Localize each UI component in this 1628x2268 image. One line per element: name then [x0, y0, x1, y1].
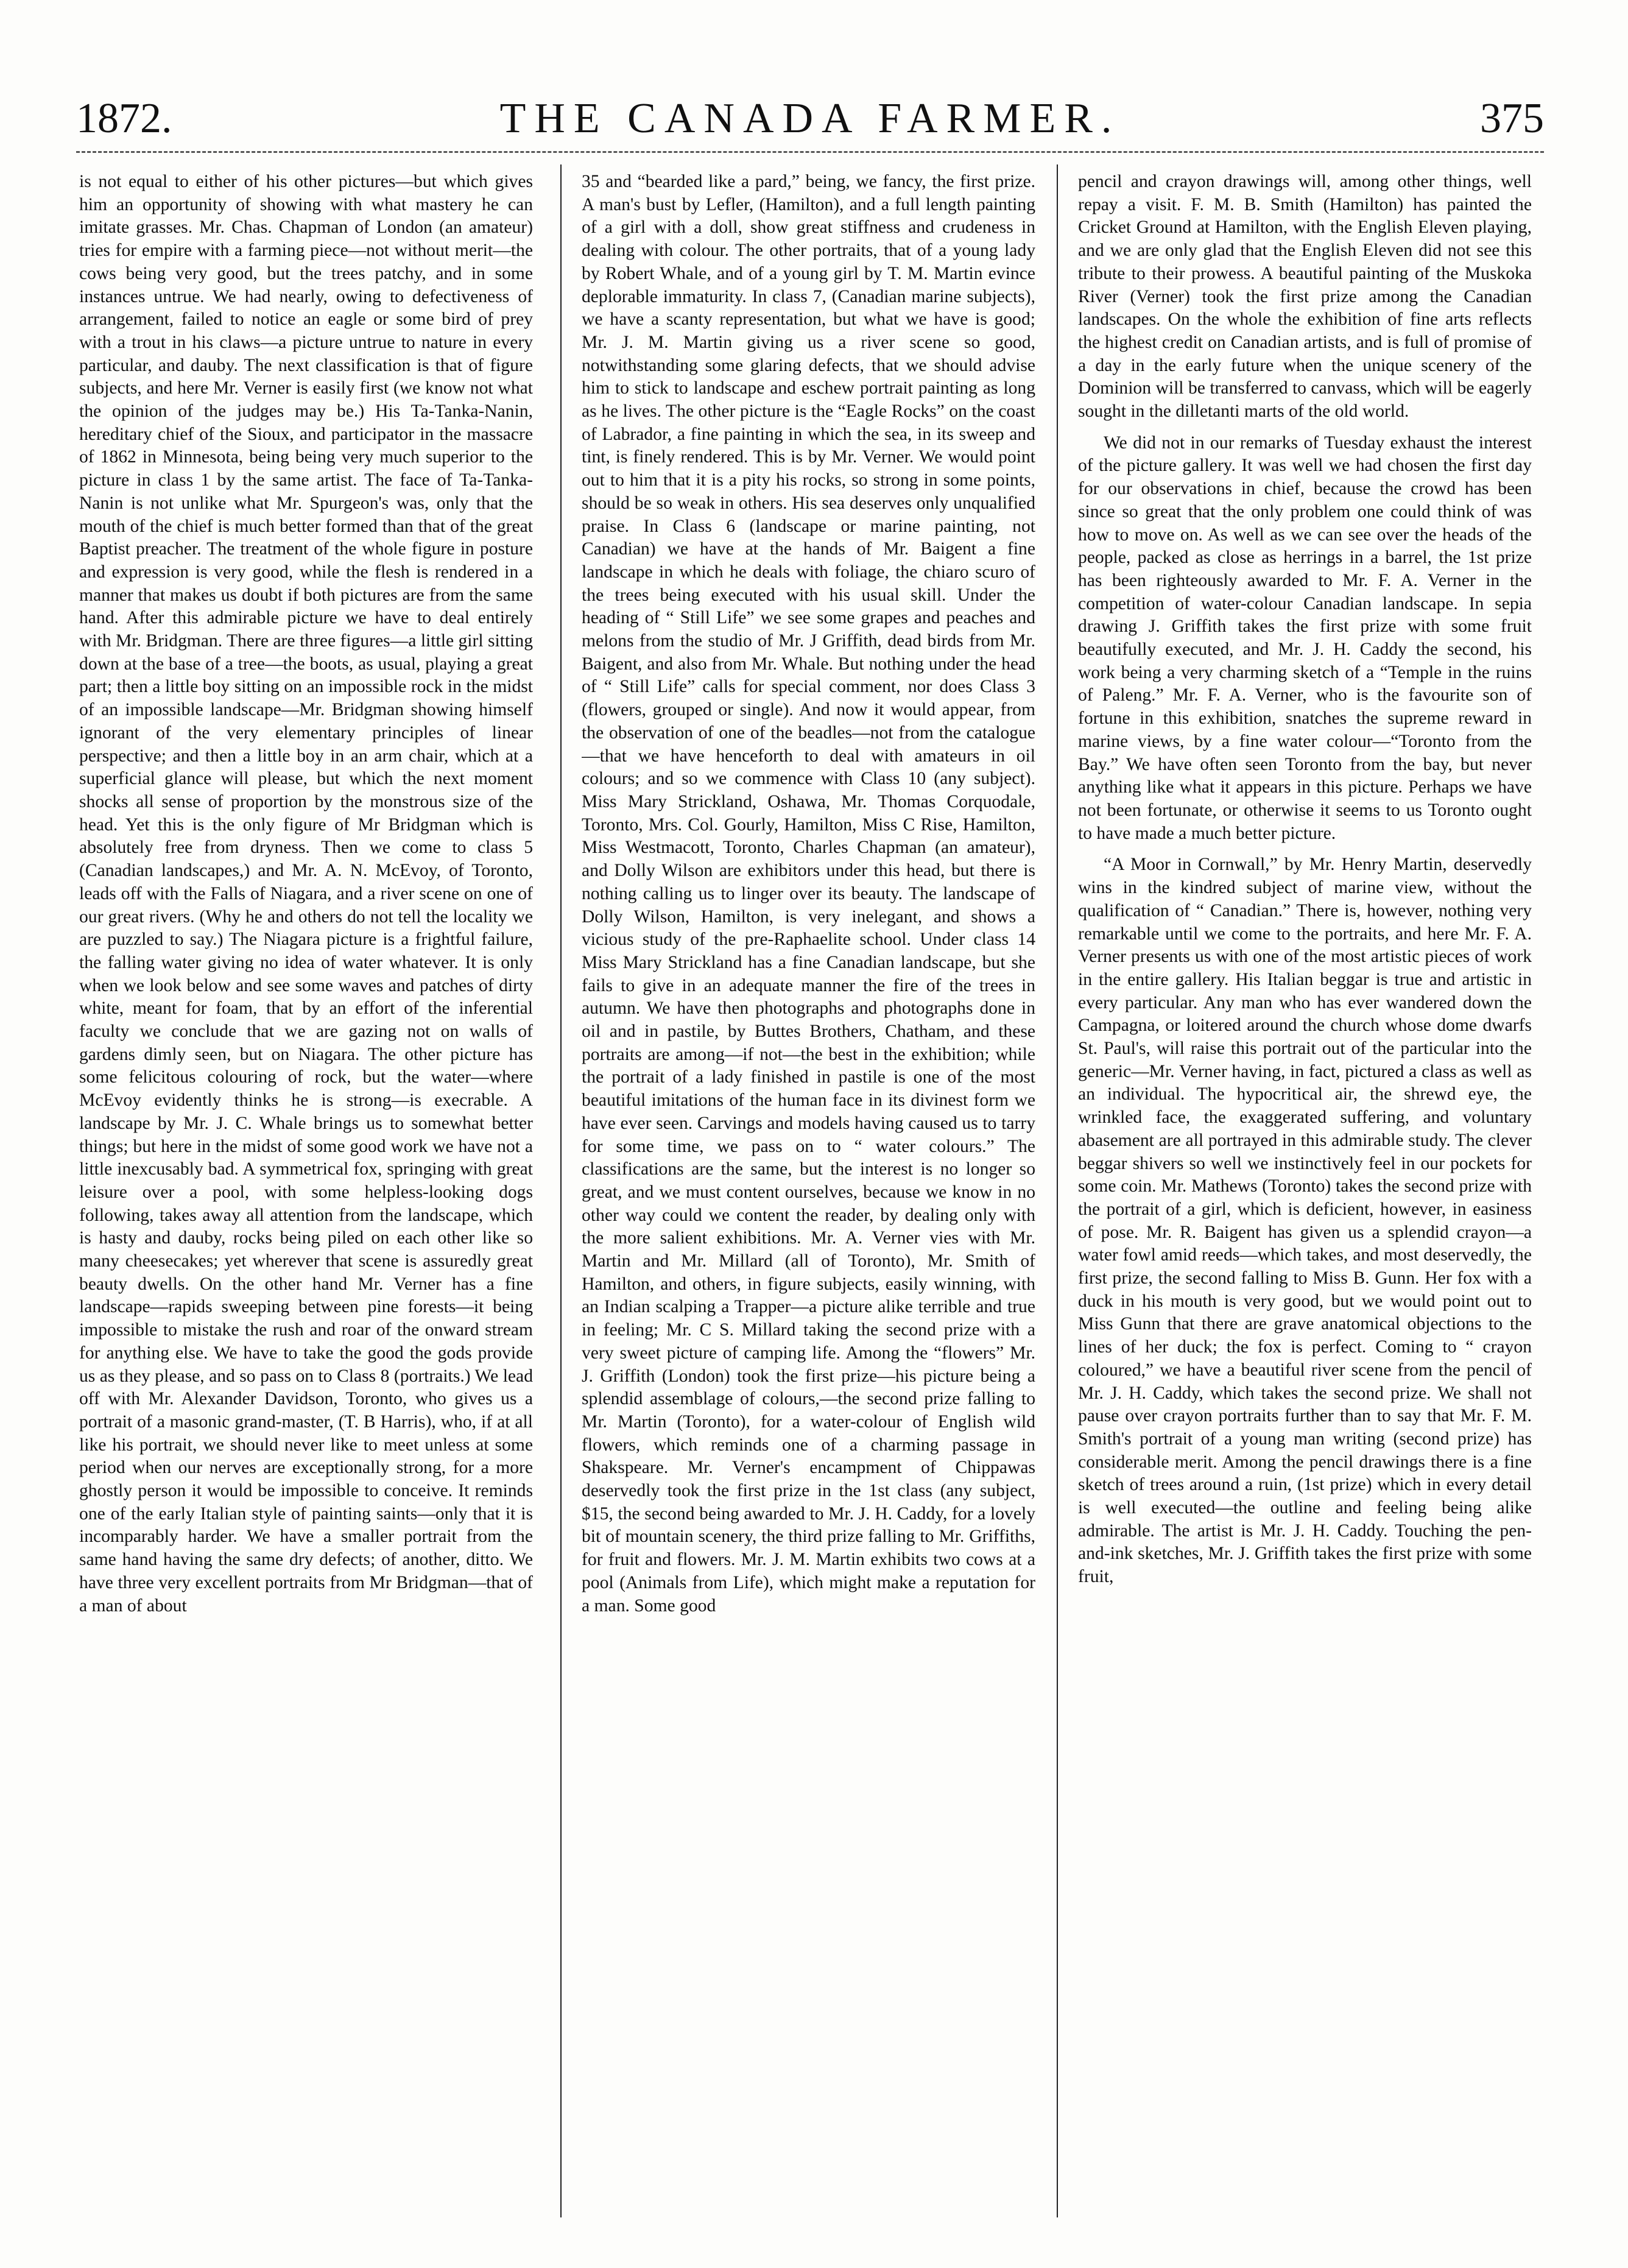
- column-3-paragraph-3: “A Moor in Cornwall,” by Mr. Henry Martin, deservedly wins in the kindred subject of marine view, without the qualification of “ Canadian.” There is, however, nothing very remarkable until we come to the portraits, and here Mr. F. A. Verner presents us with one of the most artistic pieces of work in the entire gallery. His Italian beggar is true and artistic in every particular. Any man who has ever wandered down the Campagna, or loitered around the church whose dome dwarfs St. Paul's, will raise this portrait out of the particular into the generic—Mr. Verner having, in fact, pictured a class as well as an individual. The hypocritical air, the shrewd eye, the wrinkled face, the exaggerated suffering, and voluntary abasement are all portrayed in this admirable study. The clever beggar shivers so well we instinctively feel in our pockets for some coin. Mr. Mathews (Toronto) takes the second prize with the portrait of a girl, which is deficient, however, in easiness of pose. Mr. R. Baigent has given us a splendid crayon—a water fowl amid reeds—which takes, and most deservedly, the first prize, the second falling to Miss B. Gunn. Her fox with a duck in his mouth is very good, but we would point out to Miss Gunn that there are grave anatomical objections to the lines of her duck; the fox is perfect. Coming to “ crayon coloured,” we have a beautiful river scene from the pencil of Mr. J. H. Caddy, which takes the second prize. We shall not pause over crayon portraits further than to say that Mr. F. M. Smith's portrait of a young man writing (second prize) has considerable merit. Among the pencil drawings there is a fine sketch of trees around a ruin, (1st prize) which in every detail is well executed—the outline and feeling being alike admirable. The artist is Mr. J. H. Caddy. Touching the pen-and-ink sketches, Mr. J. Griffith takes the first prize with some fruit,: [1078, 855, 1532, 1587]
- article-column-1: [79, 171, 533, 2217]
- article-column-3: [1078, 171, 1532, 2217]
- article-column-2: [582, 171, 1035, 2217]
- page-number: 375: [1480, 95, 1544, 142]
- column-divider-1: [560, 164, 562, 2217]
- column-3-paragraph-1: pencil and crayon drawings will, among other things, well repay a visit. F. M. B. Smith (Hamilton) has painted the Cricket Ground at Hamilton, with the English Eleven playing, and we are only glad that the English Eleven did not see this tribute to their prowess. A beautiful painting of the Muskoka River (Verner) took the first prize among the Canadian landscapes. On the whole the exhibition of fine arts reflects the highest credit on Canadian artists, and is full of promise of a day in the early future when the unique scenery of the Dominion will be transferred to canvass, which will be eagerly sought in the dilletanti marts of the old world.: [1078, 172, 1532, 422]
- column-divider-2: [1057, 164, 1058, 2217]
- header-year: 1872.: [76, 95, 172, 142]
- masthead-title: THE CANADA FARMER.: [499, 95, 1121, 142]
- column-2-paragraph-1: 35 and “bearded like a pard,” being, we fancy, the first prize. A man's bust by Lefler, (Hamilton), and a full length painting of a girl with a doll, show great stiffness and crudeness in dealing with colour. The other portraits, that of a young lady by Robert Whale, and of a young girl by T. M. Martin evince deplorable immaturity. In class 7, (Canadian marine subjects), we have a scanty representation, but what we have is good; Mr. J. M. Martin giving us a river scene so good, notwithstanding some glaring defects, that we should advise him to stick to landscape and eschew portrait painting as long as he lives. The other picture is the “Eagle Rocks” on the coast of Labrador, a fine painting in which the sea, in its sweep and tint, is finely rendered. This is by Mr. Verner. We would point out to him that it is a pity his rocks, so strong in some points, should be so weak in others. His sea deserves only unqualified praise. In Class 6 (landscape or marine painting, not Canadian) we have at the hands of Mr. Baigent a fine landscape in which he deals with foliage, the chiaro scuro of the trees being executed with his usual skill. Under the heading of “ Still Life” we see some grapes and peaches and melons from the studio of Mr. J Griffith, dead birds from Mr. Baigent, and also from Mr. Whale. But nothing under the head of “ Still Life” calls for special comment, nor does Class 3 (flowers, grouped or single). And now it would appear, from the observation of one of the beadles—not from the catalogue—that we have henceforth to deal with amateurs in oil colours; and so we commence with Class 10 (any subject). Miss Mary Strickland, Oshawa, Mr. Thomas Corquodale, Toronto, Mrs. Col. Gourly, Hamilton, Miss C Rise, Hamilton, Miss Westmacott, Toronto, Charles Chapman (an amateur), and Dolly Wilson are exhibitors under this head, but there is nothing calling us to linger over its beauty. The landscape of Dolly Wilson, Hamilton, is very inelegant, and shows a vicious study of the pre-Raphaelite school. Under class 14 Miss Mary Strickland has a fine Canadian landscape, but she fails to give in an adequate manner the fire of the trees in autumn. We have then photographs and photographs done in oil and in pastile, by Buttes Brothers, Chatham, and these portraits are among—if not—the best in the exhibition; while the portrait of a lady finished in pastile is one of the most beautiful imitations of the human face in its divinest form we have ever seen. Carvings and models having caused us to tarry for some time, we pass on to “ water colours.” The classifications are the same, but the interest is no longer so great, and we must content ourselves, because we know in no other way could we content the reader, by dealing only with the more salient exhibitions. Mr. A. Verner vies with Mr. Martin and Mr. Millard (all of Toronto), Mr. Smith of Hamilton, and others, in figure subjects, easily winning, with an Indian scalping a Trapper—a picture alike terrible and true in feeling; Mr. C S. Millard taking the second prize with a very sweet picture of camping life. Among the “flowers” Mr. J. Griffith (London) took the first prize—his picture being a splendid assemblage of colours,—the second prize falling to Mr. Martin (Toronto), for a water-colour of English wild flowers, which reminds one of a charming passage in Shakspeare. Mr. Verner's encampment of Chippawas deservedly took the first prize in the 1st class (any subject, $15, the second being awarded to Mr. J. H. Caddy, for a lovely bit of mountain scenery, the third prize falling to Mr. Griffiths, for fruit and flowers. Mr. J. M. Martin exhibits two cows at a pool (Animals from Life), which might make a reputation for a man. Some good: [582, 172, 1035, 1616]
- header-rule: [76, 151, 1544, 153]
- column-3-paragraph-2: We did not in our remarks of Tuesday exhaust the interest of the picture gallery. It was well we had chosen the first day for our observations in chief, because the crowd has been since so great that the only problem one could think of was how to move on. As well as we can see over the heads of the people, packed as close as herrings in a barrel, the 1st prize has been righteously awarded to Mr. F. A. Verner in the competition of water-colour Canadian landscape. In sepia drawing J. Griffith takes the first prize with some fruit beautifully executed, and Mr. J. H. Caddy the second, his work being a very charming sketch of a “Temple in the ruins of Paleng.” Mr. F. A. Verner, who is the favourite son of fortune in this exhibition, snatches the supreme reward in marine views, by a fine water colour—“Toronto from the Bay.” We have often seen Toronto from the bay, but never anything like what it appears in this picture. Perhaps we have not been fortunate, or otherwise it seems to us Toronto ought to have made a much better picture.: [1078, 433, 1532, 843]
- column-1-paragraph-1: is not equal to either of his other pictures—but which gives him an opportunity of showing with what mastery he can imitate grasses. Mr. Chas. Chapman of London (an amateur) tries for empire with a farming piece—not without merit—the cows being very good, but the trees patchy, and in some instances untrue. We had nearly, owing to defectiveness of arrangement, failed to notice an eagle or some bird of prey with a trout in his claws—a picture untrue to nature in every particular, and dauby. The next classification is that of figure subjects, and here Mr. Verner is easily first (we know not what the opinion of the judges may be.) His Ta-Tanka-Nanin, hereditary chief of the Sioux, and participator in the massacre of 1862 in Minnesota, being being very much superior to the picture in class 1 by the same artist. The face of Ta-Tanka-Nanin is not unlike what Mr. Spurgeon's was, only that the mouth of the chief is much better formed than that of the great Baptist preacher. The treatment of the whole figure in posture and expression is very good, while the flesh is rendered in a manner that makes us doubt if both pictures are from the same hand. After this admirable picture we have to deal entirely with Mr. Bridgman. There are three figures—a little girl sitting down at the base of a tree—the boots, as usual, playing a great part; then a little boy sitting on an impossible rock in the midst of an impossible landscape—Mr. Bridgman showing himself ignorant of the very elementary principles of linear perspective; and then a little boy in an arm chair, which at a superficial glance will please, but which the next moment shocks all sense of proportion by the monstrous size of the head. Yet this is the only figure of Mr Bridgman which is absolutely free from dryness. Then we come to class 5 (Canadian landscapes,) and Mr. A. N. McEvoy, of Toronto, leads off with the Falls of Niagara, and a river scene on one of our great rivers. (Why he and others do not tell the locality we are puzzled to say.) The Niagara picture is a frightful failure, the falling water giving no idea of water whatever. It is only when we look below and see some waves and patches of dirty white, meant for foam, that by an effort of the inferential faculty we conclude that we are gazing not on walls of gardens dimly seen, but on Niagara. The other picture has some felicitous colouring of rock, but the water—where McEvoy evidently thinks he is strong—is execrable. A landscape by Mr. J. C. Whale brings us to somewhat better things; but here in the midst of some good work we have not a little inexcusably bad. A symmetrical fox, springing with great leisure over a pool, with some helpless-looking dogs following, takes away all attention from the landscape, which is hasty and dauby, rocks being piled on each other like so many cheesecakes; yet wherever that scene is assuredly great beauty dwells. On the other hand Mr. Verner has a fine landscape—rapids sweeping between pine forests—it being impossible to mistake the rush and roar of the onward stream for anything else. We have to take the good the gods provide us as they please, and so pass on to Class 8 (portraits.) We lead off with Mr. Alexander Davidson, Toronto, who gives us a portrait of a masonic grand-master, (T. B Harris), who, if at all like his portrait, we should never like to meet unless at some period when our nerves are exceptionally strong, for a more ghostly person it would be impossible to conceive. It reminds one of the early Italian style of painting saints—only that it is incomparably harder. We have a smaller portrait from the same hand having the same dry defects; of another, ditto. We have three very excellent portraits from Mr Bridgman—that of a man of about: [79, 172, 533, 1616]
- page-header: [76, 91, 1544, 146]
